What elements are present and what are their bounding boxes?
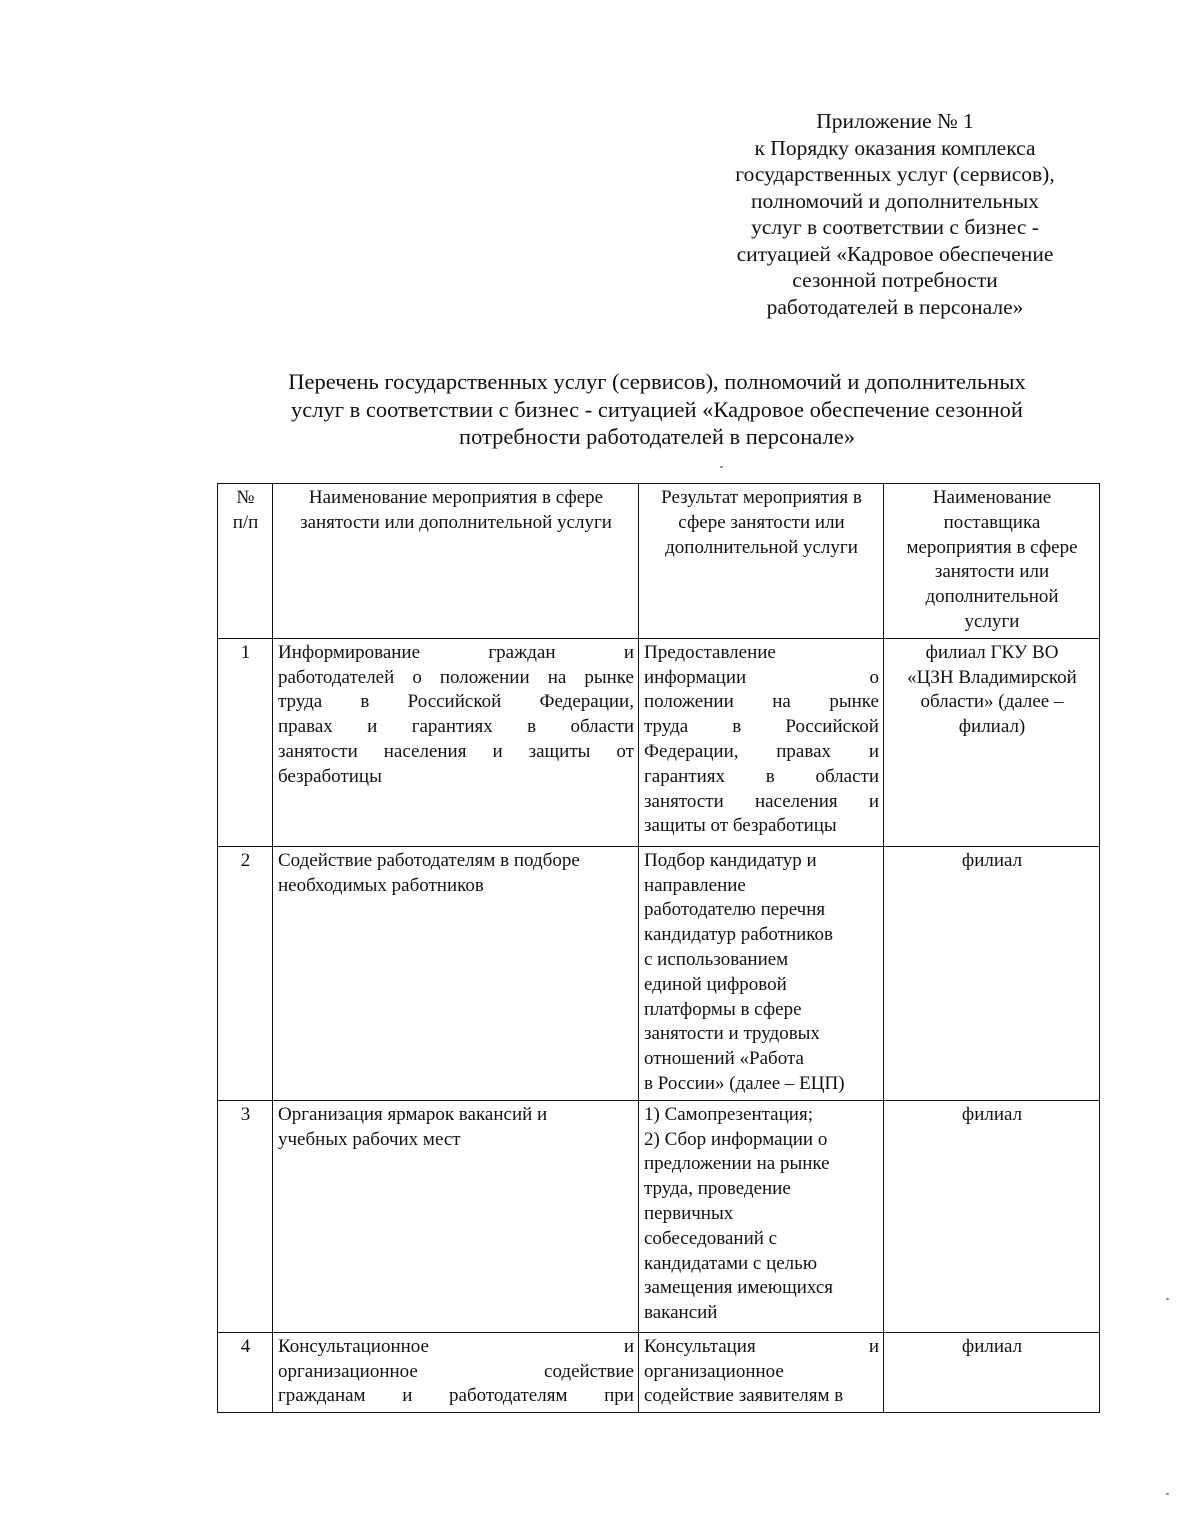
scan-speck xyxy=(720,466,723,468)
row-result: Консультация и организационное содействие заявителям в xyxy=(639,1332,884,1412)
row-provider: филиал ГКУ ВО «ЦЗН Владимирской области» (далее – филиал) xyxy=(884,638,1100,846)
word: населения xyxy=(383,740,467,762)
word: правах xyxy=(776,740,832,762)
row-result: Подбор кандидатур и направление работодателю перечня кандидатур работников с использованием единой цифровой платформы в сфере занятости и трудовых отношений «Работа в России» (далее – ЕЦП) xyxy=(639,846,884,1100)
word: при xyxy=(604,1385,634,1407)
word: о xyxy=(869,666,879,688)
row-num: 2 xyxy=(218,846,273,1100)
table-row xyxy=(218,1100,1100,1332)
table-header-row xyxy=(218,484,1100,639)
word: в xyxy=(765,765,775,787)
table-row xyxy=(218,638,1100,846)
word: Информирование xyxy=(278,641,421,663)
word: и xyxy=(402,1385,413,1407)
word: Российской xyxy=(785,716,879,738)
header-name: Наименование мероприятия в сфере занятости или дополнительной услуги xyxy=(273,484,639,639)
scan-speck xyxy=(1166,1493,1169,1495)
word: информации xyxy=(644,666,747,688)
word: и xyxy=(868,790,879,812)
word: работодателей xyxy=(278,666,395,688)
header-num: № п/п xyxy=(218,484,273,639)
title-line: потребности работодателей в персонале» xyxy=(459,424,855,449)
word: рынке xyxy=(584,666,634,688)
appendix-block xyxy=(690,108,1100,320)
row-result: 1) Самопрезентация; 2) Сбор информации о предложении на рынке труда, проведение первичных собеседований с кандидатами с целью замещения имеющихся вакансий xyxy=(639,1100,884,1332)
appendix-line: государственных услуг (сервисов), xyxy=(735,162,1055,186)
row-num: 3 xyxy=(218,1100,273,1332)
row-num: 4 xyxy=(218,1332,273,1412)
word: в xyxy=(527,716,537,738)
title-line: услуг в соответствии с бизнес - ситуацией «Кадровое обеспечение сезонной xyxy=(291,396,1023,422)
word: Консультация xyxy=(644,1335,756,1357)
word: гражданам xyxy=(278,1385,366,1407)
word: от xyxy=(616,740,634,762)
appendix-line: сезонной потребности xyxy=(792,268,998,292)
document-title xyxy=(222,368,1092,451)
word: положении xyxy=(439,666,530,688)
word: Федерации, xyxy=(644,740,739,762)
row-name: Организация ярмарок вакансий и учебных рабочих мест xyxy=(273,1100,639,1332)
word: и xyxy=(868,740,879,762)
word: Федерации, xyxy=(539,691,634,713)
word: и xyxy=(868,1335,879,1357)
header-result: Результат мероприятия в сфере занятости или дополнительной услуги xyxy=(639,484,884,639)
word: защиты xyxy=(528,740,591,762)
word: в xyxy=(732,716,742,738)
word: Российской xyxy=(407,691,502,713)
appendix-line: полномочий и дополнительных xyxy=(750,188,1039,213)
word: на xyxy=(772,691,791,713)
row-provider: филиал xyxy=(884,1332,1100,1412)
word: области xyxy=(815,765,879,787)
word: граждан xyxy=(488,641,556,663)
word: на xyxy=(547,666,567,688)
row-name: Содействие работодателям в подборе необходимых работников xyxy=(273,846,639,1100)
table-row xyxy=(218,846,1100,1100)
word: труда xyxy=(644,716,689,738)
row-name xyxy=(273,1332,639,1412)
word: и xyxy=(367,716,378,738)
row-provider: филиал xyxy=(884,1100,1100,1332)
row-result: Предоставление информации о положении на рынке труда в Российской Федерации, правах и гарантиях в области занятости населения и защиты от безработицы xyxy=(639,638,884,846)
word: и xyxy=(492,740,503,762)
appendix-line: Приложение № 1 xyxy=(816,109,974,133)
appendix-line: услуг в соответствии с бизнес - xyxy=(751,215,1039,239)
word: работодателям xyxy=(449,1385,568,1407)
word: содействие xyxy=(544,1360,634,1382)
word: области xyxy=(570,716,634,738)
word: занятости xyxy=(644,790,724,812)
word: рынке xyxy=(829,691,879,713)
header-provider: Наименование поставщика мероприятия в сфере занятости или дополнительной услуги xyxy=(884,484,1100,639)
word: правах xyxy=(278,716,333,738)
table-row xyxy=(218,1332,1100,1412)
row-name: Информирование граждан и работодателей о положении на рынке труда в Российской Федерации, правах и гарантиях в области занятости населения и защиты от безработицы xyxy=(273,638,639,846)
word: занятости xyxy=(278,740,358,762)
word: в xyxy=(360,691,370,713)
word: населения xyxy=(754,790,838,812)
appendix-line: ситуацией «Кадровое обеспечение xyxy=(736,241,1054,266)
appendix-line: работодателей в персонале» xyxy=(766,294,1024,319)
word: организационное xyxy=(278,1360,418,1382)
appendix-line: к Порядку оказания комплекса xyxy=(754,135,1036,160)
row-num: 1 xyxy=(218,638,273,846)
word: гарантиях xyxy=(411,716,493,738)
word: труда xyxy=(278,691,323,713)
scan-speck xyxy=(1166,1298,1169,1300)
services-table xyxy=(217,483,1100,1413)
word: и xyxy=(623,1335,634,1357)
word: о xyxy=(412,666,422,688)
word: положении xyxy=(644,691,734,713)
row-provider: филиал xyxy=(884,846,1100,1100)
title-line: Перечень государственных услуг (сервисов), полномочий и дополнительных xyxy=(288,369,1026,394)
word: Консультационное xyxy=(278,1335,429,1357)
word: и xyxy=(623,641,634,663)
word: гарантиях xyxy=(644,765,726,787)
